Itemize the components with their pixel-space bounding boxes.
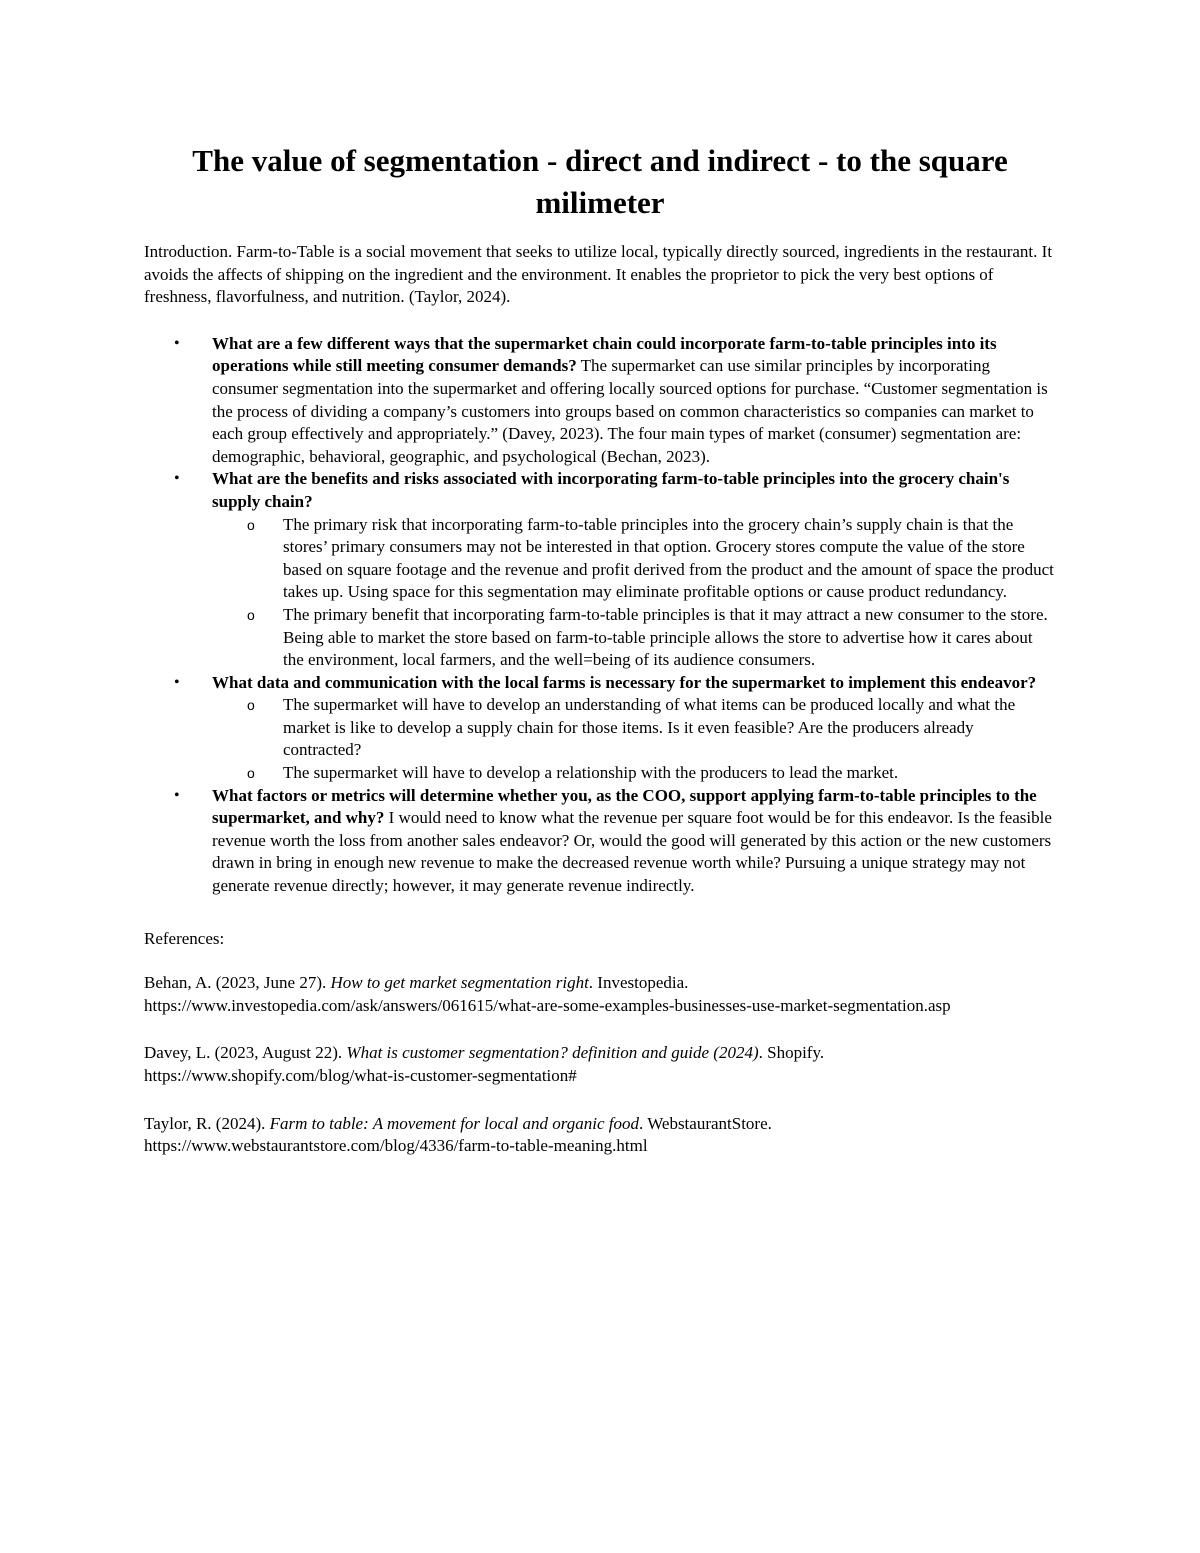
bullet-icon: • [174,334,180,352]
reference-url: https://www.webstaurantstore.com/blog/4336/farm-to-table-meaning.html [144,1136,648,1156]
references-heading: References: [144,928,225,948]
circle-bullet-icon: o [247,697,255,714]
sub-list-item [212,514,1056,604]
question-text: What data and communication with the local farms is necessary for the supermarket to implement this endeavor? [212,672,1037,692]
question-text: What are the benefits and risks associated with incorporating farm-to-table principles into the grocery chain's supply chain? [212,469,1010,511]
sub-list [212,694,1056,784]
bullet-icon: • [174,470,180,488]
reference-publisher: . Investopedia. [588,973,689,993]
sub-item-text: The supermarket will have to develop a relationship with the producers to lead the market. [283,763,899,783]
document-page [144,140,1056,1183]
list-item [144,785,1056,898]
reference-entry [144,1042,1056,1087]
sub-item-text: The primary risk that incorporating farm-to-table principles into the grocery chain’s supply chain is that the stores’ primary consumers may not be interested in that option. Grocery stores compute the value of the store based on square footage and the revenue and profit derived from the product and the amount of space the product takes up. Using space for this segmentation may eliminate profitable options or cause product redundancy. [283,514,1054,602]
reference-author-date: Taylor, R. (2024). [144,1113,270,1133]
reference-title: How to get market segmentation right [330,973,589,993]
reference-entry [144,1113,1056,1158]
reference-publisher: . WebstaurantStore. [639,1113,772,1133]
reference-entry [144,972,1056,1017]
sub-list-item [212,762,1056,785]
answer-text: The supermarket can use similar principles by incorporating consumer segmentation into the supermarket and offering locally sourced options for purchase. “Customer segmentation is the process of dividing a company’s customers into groups based on common characteristics so companies can market to each group effectively and appropriately.” (Davey, 2023). The four main types of market (consumer) segmentation are: demographic, behavioral, geographic, and psychological (Bechan, 2023). [212,356,1048,466]
reference-author-date: Behan, A. (2023, June 27). [144,973,331,993]
bullet-icon: • [174,786,180,804]
circle-bullet-icon: o [247,765,255,782]
bullet-icon: • [174,673,180,691]
question-list [144,333,1056,898]
list-item [144,672,1056,785]
sub-item-text: The primary benefit that incorporating farm-to-table principles is that it may attract a new consumer to the store. Being able to market the store based on farm-to-table principle allows the store to advertise how it cares about the environment, local farmers, and the well=being of its audience consumers. [283,604,1048,670]
reference-title: Farm to table: A movement for local and organic food [269,1113,640,1133]
sub-list-item [212,604,1056,672]
sub-item-text: The supermarket will have to develop an understanding of what items can be produced locally and what the market is like to develop a supply chain for those items. Is it even feasible? Are the producers already contracted? [283,695,1016,760]
circle-bullet-icon: o [247,606,255,623]
sub-list [212,514,1056,672]
intro-paragraph: Introduction. Farm-to-Table is a social movement that seeks to utilize local, typically directly sourced, ingredients in the restaurant. It avoids the affects of shipping on the ingredient and the environment. It enables the proprietor to pick the very best options of freshness, flavorfulness, and nutrition. (Taylor, 2024). [144,242,1053,307]
reference-url: https://www.shopify.com/blog/what-is-customer-segmentation# [144,1066,577,1085]
list-item [144,468,1056,671]
page-title: The value of segmentation - direct and indirect - to the square milimeter [192,143,1008,220]
list-item [144,333,1056,469]
question-text: What are a few different ways that the supermarket chain could incorporate farm-to-table principles into its operations while still meeting consumer demands? [212,333,997,376]
sub-list-item [212,694,1056,762]
question-text: What factors or metrics will determine whether you, as the COO, support applying farm-to-table principles to the supermarket, and why? [212,785,1037,828]
reference-title: What is customer segmentation? definition and guide (2024) [346,1043,759,1063]
reference-publisher: . Shopify. [758,1043,825,1063]
reference-author-date: Davey, L. (2023, August 22). [144,1043,347,1063]
circle-bullet-icon: o [247,516,255,533]
reference-url: https://www.investopedia.com/ask/answers/061615/what-are-some-examples-businesses-use-market-segmentation.asp [144,995,951,1015]
answer-text: I would need to know what the revenue per square foot would be for this endeavor. Is the feasible revenue worth the loss from another sales endeavor? Or, would the good will generated by this action or the new customers drawn in bring in enough new revenue to make the decreased revenue worth while? Pursuing a unique strategy may not generate revenue directly; however, it may generate revenue indirectly. [212,808,1052,896]
